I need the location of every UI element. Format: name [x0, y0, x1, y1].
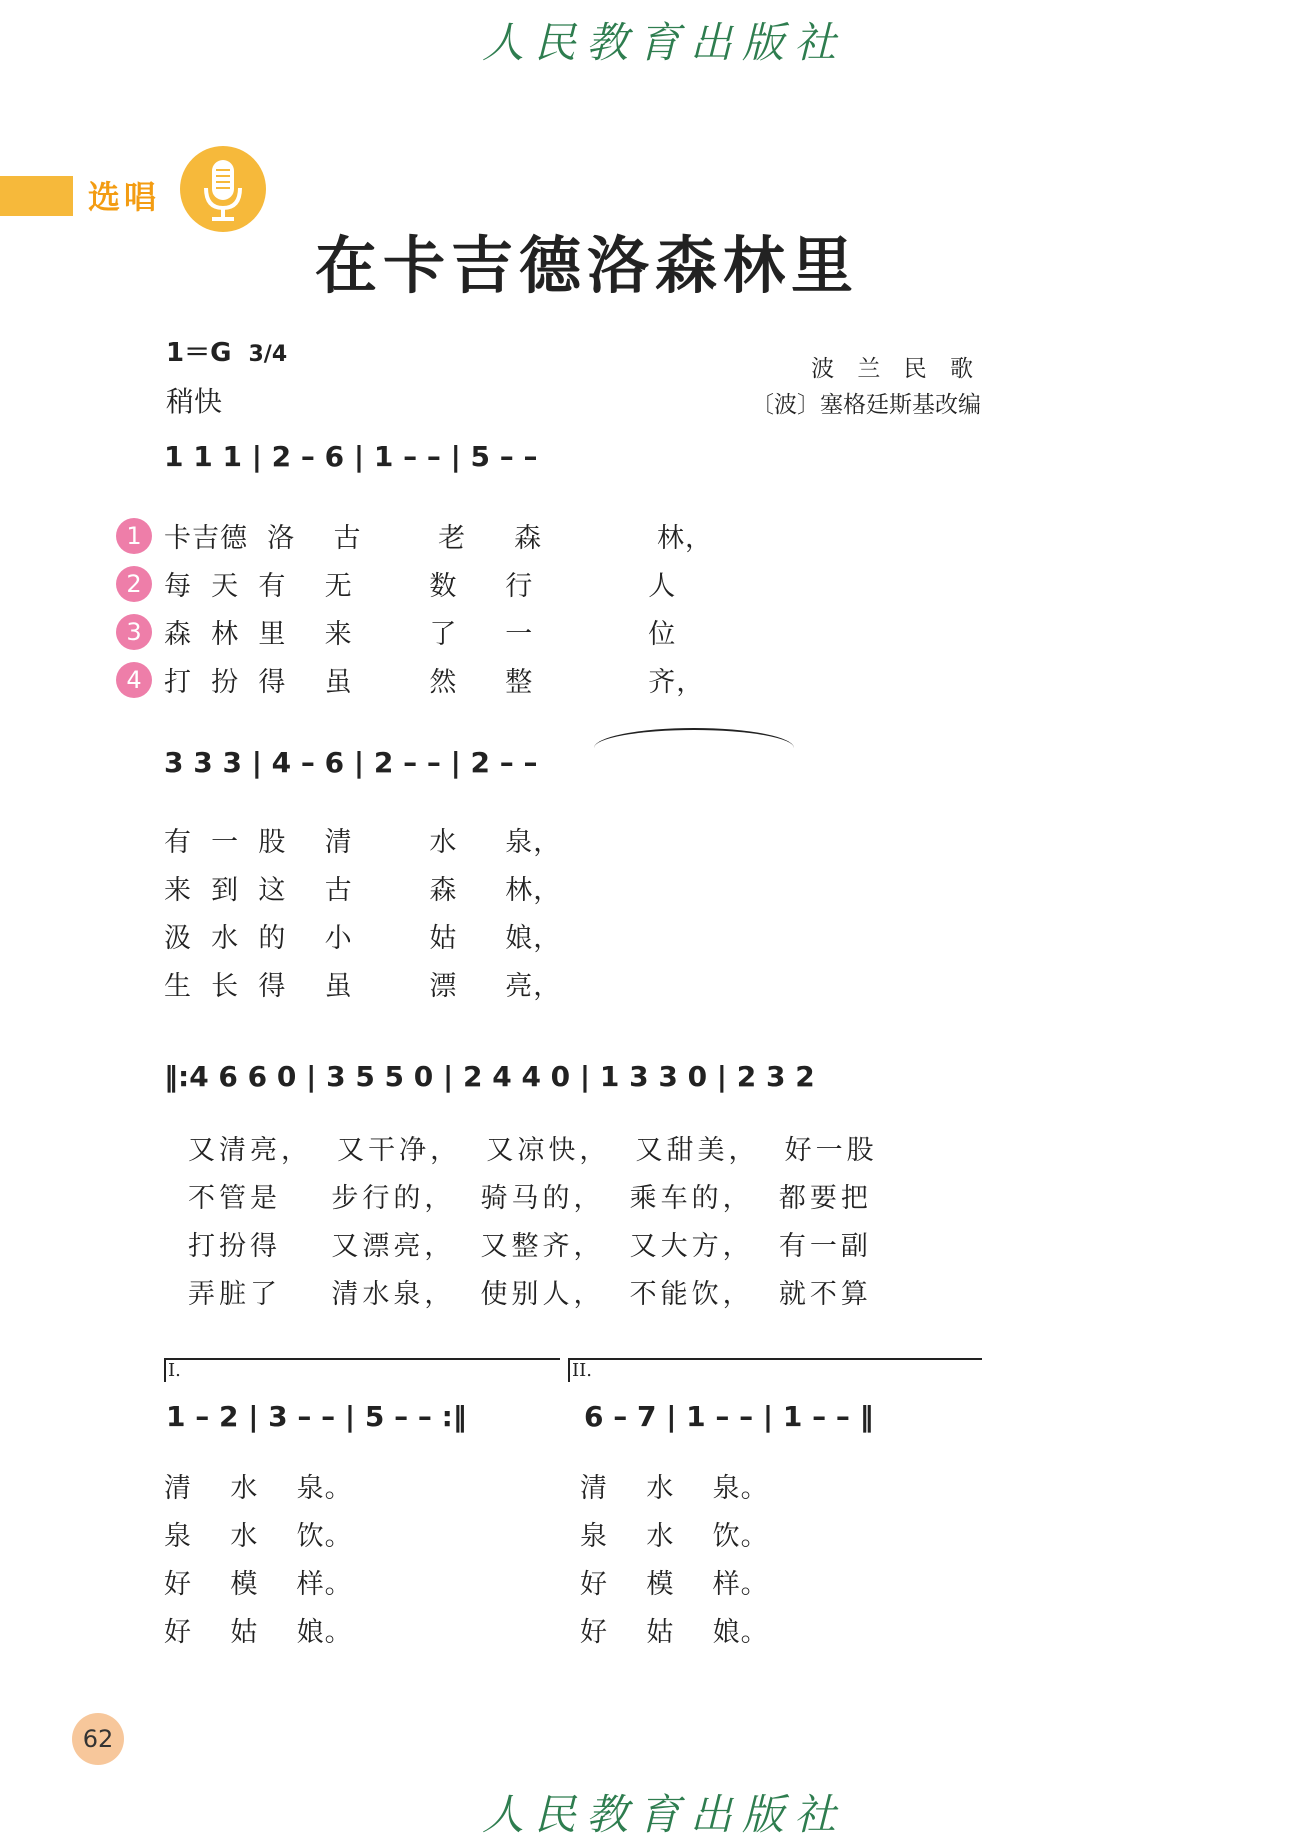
verse-line	[126, 660, 713, 708]
notes-line: ‖:4 6 6 0 | 3 5 5 0 | 2 4 4 0 | 1 3 3 0 | 2 3 2	[164, 1060, 815, 1093]
lyric-line: 好 姑 娘。	[164, 1617, 353, 1648]
lyric-block-2	[164, 820, 561, 1012]
ending-1-bracket-side	[164, 1358, 166, 1382]
verse-line	[126, 612, 713, 660]
lyric-text: 森 林 里 来 了 一 位	[164, 619, 677, 650]
lyric-line: 有 一 股 清 水 泉，	[164, 827, 562, 858]
lyric-line: 泉 水 饮。	[580, 1521, 769, 1552]
page-number: 62	[72, 1713, 124, 1765]
lyric-line: 不管是 步行的， 骑马的， 乘车的， 都要把	[188, 1183, 872, 1214]
ending-1-label: I.	[168, 1360, 181, 1381]
verse-number: 4	[116, 662, 152, 698]
tempo-marking: 稍快	[166, 385, 223, 418]
score-system-1	[164, 440, 984, 473]
score-system-2	[164, 746, 984, 779]
publisher-footer: 人民教育出版社	[482, 1790, 847, 1839]
section-tag-bar	[0, 176, 73, 216]
score-system-3	[164, 1060, 984, 1093]
verse-number: 1	[116, 518, 152, 554]
key-signature: 1＝G 3/4	[166, 338, 288, 368]
lyric-line: 来 到 这 古 森 林，	[164, 875, 562, 906]
lyric-line: 又清亮， 又干净， 又凉快， 又甜美， 好一股	[188, 1135, 878, 1166]
lyric-line: 好 模 样。	[164, 1569, 353, 1600]
ending-1-lyrics	[164, 1466, 353, 1658]
lyric-line: 清 水 泉。	[580, 1473, 769, 1504]
verse-block-1	[126, 516, 714, 708]
ending-2-notes: 6 – 7 | 1 – – | 1 – – ‖	[584, 1400, 874, 1433]
lyric-line: 弄脏了 清水泉， 使别人， 不能饮， 就不算	[188, 1279, 872, 1310]
time-signature: 3/4	[248, 342, 288, 367]
ending-2-bracket	[568, 1358, 982, 1360]
credit-origin: 波 兰 民 歌	[811, 356, 981, 382]
lyric-line: 泉 水 饮。	[164, 1521, 353, 1552]
lyric-line: 清 水 泉。	[164, 1473, 353, 1504]
lyric-line: 打扮得 又漂亮， 又整齐， 又大方， 有一副	[188, 1231, 872, 1262]
verse-line	[126, 516, 714, 564]
ending-2-label: II.	[572, 1360, 592, 1381]
verse-number: 2	[116, 566, 152, 602]
microphone-icon	[180, 146, 266, 232]
ending-1-notes: 1 – 2 | 3 – – | 5 – – :‖	[166, 1400, 467, 1433]
verse-line	[126, 564, 713, 612]
notes-line: 1 1 1 | 2 – 6 | 1 – – | 5 – –	[164, 440, 538, 473]
lyric-text: 每 天 有 无 数 行 人	[164, 571, 677, 602]
section-tag: 选唱	[88, 178, 161, 216]
verse-number: 3	[116, 614, 152, 650]
lyric-text: 打 扮 得 虽 然 整 齐，	[164, 667, 705, 698]
publisher-header: 人民教育出版社	[482, 18, 847, 67]
lyric-block-3	[188, 1128, 878, 1320]
lyric-line: 好 姑 娘。	[580, 1617, 769, 1648]
lyric-line: 好 模 样。	[580, 1569, 769, 1600]
lyric-text: 卡吉德 洛 古 老 森 林，	[164, 523, 714, 554]
lyric-line: 汲 水 的 小 姑 娘，	[164, 923, 562, 954]
song-title: 在卡吉德洛森林里	[315, 229, 860, 302]
tie-mark	[594, 728, 794, 748]
lyric-line: 生 长 得 虽 漂 亮，	[164, 971, 562, 1002]
ending-2-bracket-side	[568, 1358, 570, 1382]
notes-line: 3 3 3 | 4 – 6 | 2 – – | 2 – –	[164, 746, 538, 779]
ending-1-bracket	[164, 1358, 560, 1360]
credit-arranger: 〔波〕塞格廷斯基改编	[751, 392, 981, 418]
ending-2-lyrics	[580, 1466, 769, 1658]
